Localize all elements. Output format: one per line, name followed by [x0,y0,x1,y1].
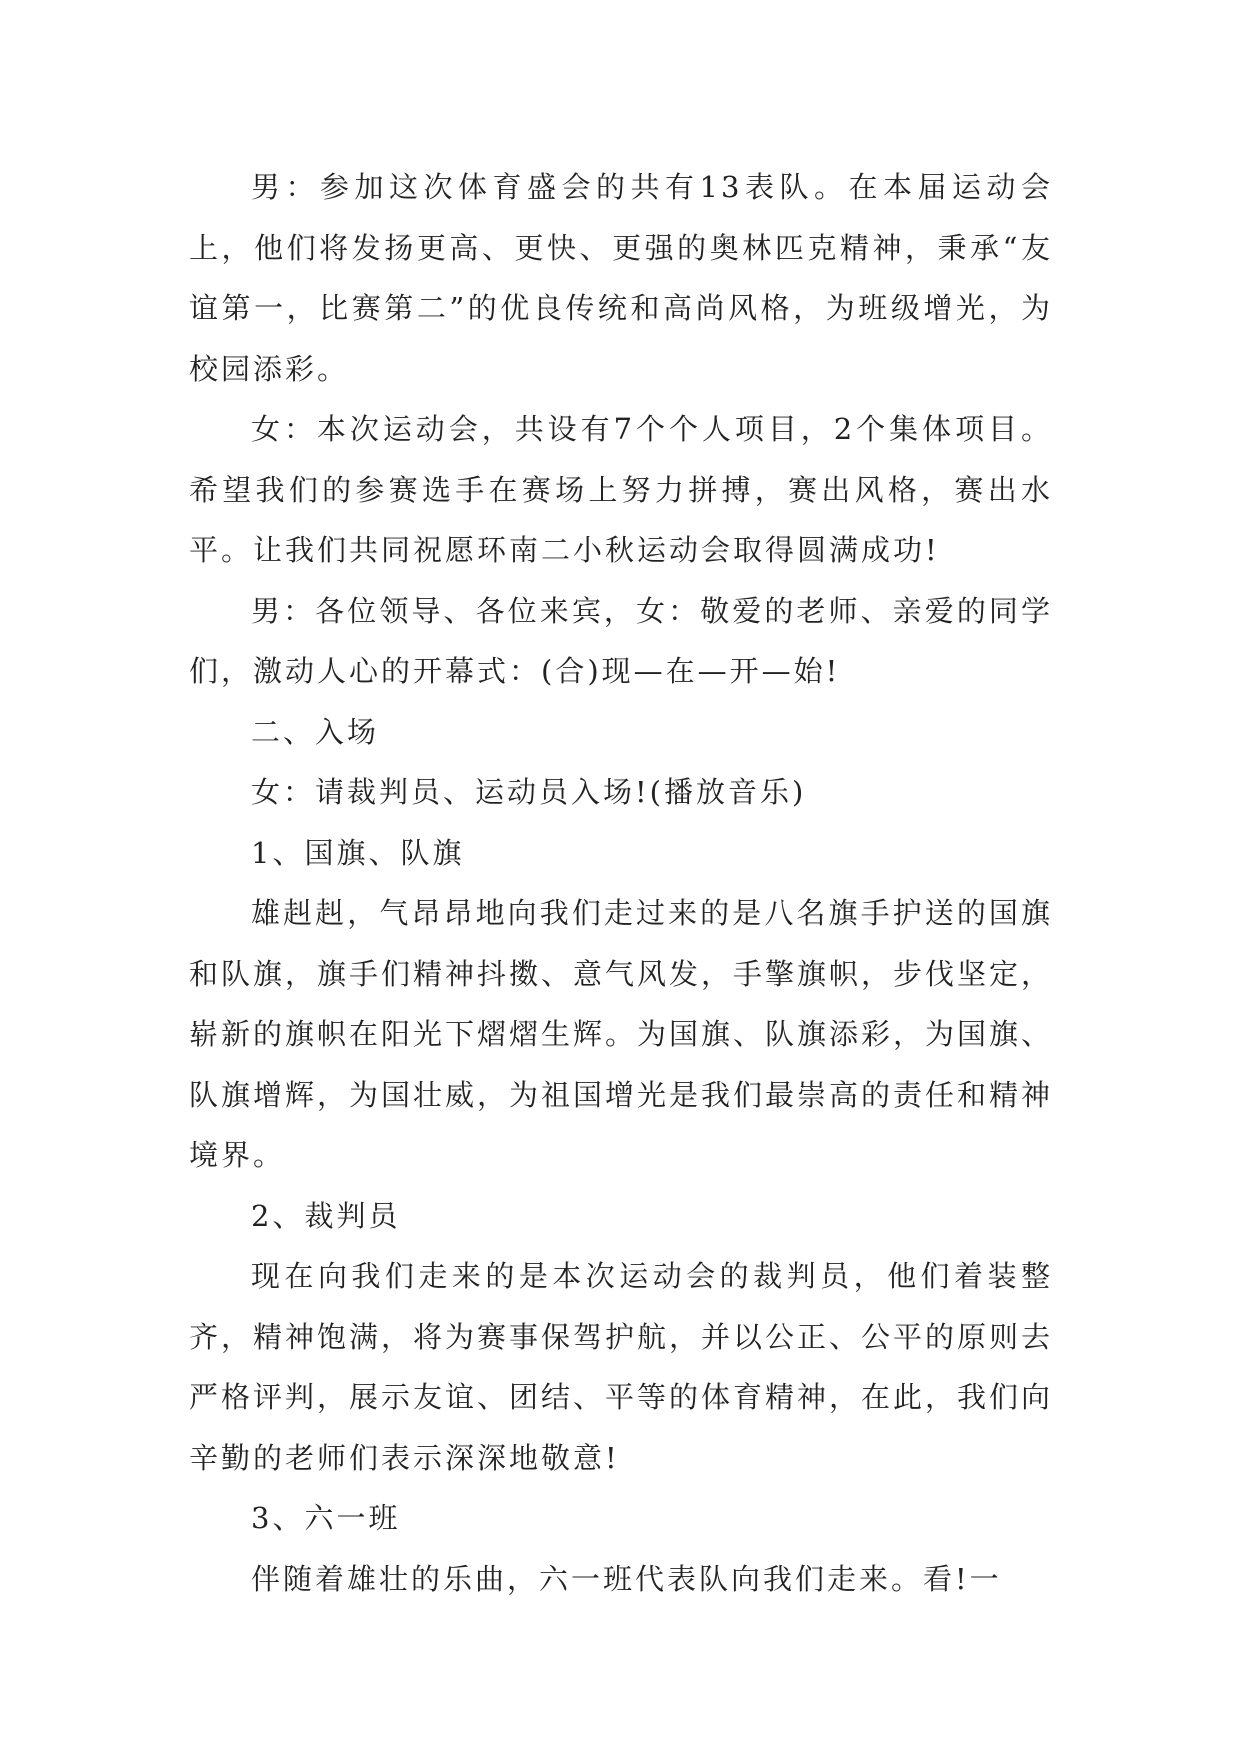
paragraph-opening-announcement: 男：各位领导、各位来宾，女：敬爱的老师、亲爱的同学们，激动人心的开幕式：(合)现—在—开—始! [189,593,1053,688]
subheading-flags: 1、国旗、队旗 [251,835,465,870]
paragraph-male-host-intro: 男：参加这次体育盛会的共有13表队。在本届运动会上，他们将发扬更高、更快、更强的奥林匹克精神，秉承“友谊第一，比赛第二”的优良传统和高尚风格，为班级增光，为校园添彩。 [189,170,1053,386]
document-body [189,157,1053,1609]
section-heading-entrance: 二、入场 [251,714,380,749]
subheading-class-6-1: 3、六一班 [251,1501,401,1535]
paragraph-female-host-events: 女：本次运动会，共设有7个个人项目，2个集体项目。希望我们的参赛选手在赛场上努力拼搏，赛出风格，赛出水平。让我们共同祝愿环南二小秋运动会取得圆满成功! [189,412,1053,567]
paragraph-flags: 雄赳赳，气昂昂地向我们走过来的是八名旗手护送的国旗和队旗，旗手们精神抖擞、意气风发，手擎旗帜，步伐坚定，崭新的旗帜在阳光下熠熠生辉。为国旗、队旗添彩，为国旗、队旗增辉，为国壮威，为祖国增光是我们最崇高的责任和精神境界。 [189,896,1054,1172]
paragraph-referees: 现在向我们走来的是本次运动会的裁判员，他们着装整齐，精神饱满，将为赛事保驾护航，并以公正、公平的原则去严格评判，展示友谊、团结、平等的体育精神，在此，我们向辛勤的老师们表示深深地敬意! [189,1259,1054,1475]
subheading-referees: 2、裁判员 [251,1198,401,1233]
paragraph-class-6-1: 伴随着雄壮的乐曲，六一班代表队向我们走来。看!一 [251,1561,1002,1596]
paragraph-entrance-call: 女：请裁判员、运动员入场!(播放音乐) [251,775,807,809]
